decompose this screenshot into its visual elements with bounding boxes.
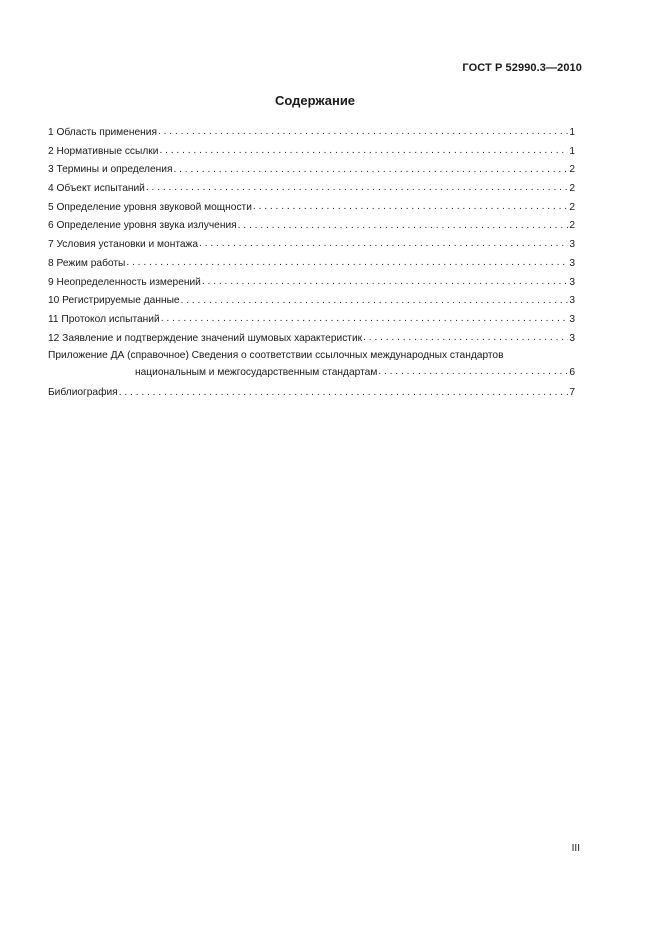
toc-entry-page: 2 [569,183,575,195]
toc-leader-dots [253,202,568,214]
toc-leader-dots [159,146,568,158]
toc-entry-page: 3 [569,239,575,251]
toc-entry[interactable] [48,161,575,180]
bibliography-label: Библиография [48,387,118,399]
toc-leader-dots [173,165,568,177]
toc-entry-page: 1 [569,145,575,157]
toc-entry[interactable] [48,180,575,199]
table-of-contents [48,124,575,403]
toc-entry-page: 3 [569,313,575,325]
toc-entry[interactable] [48,143,575,162]
toc-entry-label: 5 Определение уровня звуковой мощности [48,201,252,213]
toc-entry[interactable] [48,217,575,236]
toc-leader-dots [119,388,569,400]
toc-entry-label: 11 Протокол испытаний [48,313,160,325]
toc-entry-annex[interactable] [48,348,575,381]
toc-leader-dots [363,333,568,345]
toc-entry[interactable] [48,274,575,293]
toc-entry-label: 7 Условия установки и монтажа [48,239,199,251]
toc-leader-dots [202,277,568,289]
toc-entry-label: 4 Объект испытаний [48,183,145,195]
toc-entry-page: 3 [569,295,575,307]
toc-entry-page: 2 [569,220,575,232]
bibliography-page: 7 [569,387,575,399]
toc-leader-dots [238,221,569,233]
toc-entry[interactable] [48,330,575,349]
toc-entry[interactable] [48,255,575,274]
annex-label-line2: национальным и межгосударственным стандартам [135,367,378,379]
toc-leader-dots [181,296,569,308]
page-title: Содержание [274,93,356,108]
toc-leader-dots [158,127,568,139]
toc-leader-dots [378,367,568,379]
toc-entry-page: 2 [569,164,575,176]
annex-page: 6 [569,367,575,379]
toc-entry-page: 1 [569,127,575,138]
toc-entry[interactable] [48,311,575,330]
toc-entry[interactable] [48,199,575,218]
toc-entry[interactable] [48,124,575,143]
toc-entry-label: 8 Режим работы [48,257,126,269]
toc-entry-page: 3 [569,276,575,288]
annex-label-line1: Приложение ДА (справочное) Сведения о соответствии ссылочных международных стандартов [48,350,504,362]
toc-leader-dots [146,183,568,195]
toc-leader-dots [126,258,568,270]
toc-entry-bibliography[interactable] [48,384,575,403]
page-number: III [571,843,580,854]
toc-entry-page: 3 [569,257,575,269]
toc-entry-label: 10 Регистрируемые данные [48,295,180,307]
toc-leader-dots [199,239,568,251]
toc-entry-label: 6 Определение уровня звука излучения [48,220,237,232]
toc-entry[interactable] [48,236,575,255]
toc-entry-label: 9 Неопределенность измерений [48,276,201,288]
document-code: ГОСТ Р 52990.3—2010 [462,62,582,74]
toc-entry-page: 3 [569,332,575,344]
toc-entry-label: 2 Нормативные ссылки [48,145,159,157]
toc-entry-label: 12 Заявление и подтверждение значений шумовых характеристик [48,332,363,344]
toc-entry-label: 1 Область применения [48,127,157,138]
toc-entry[interactable] [48,292,575,311]
toc-entry-label: 3 Термины и определения [48,164,173,176]
toc-entry-page: 2 [569,201,575,213]
toc-leader-dots [161,314,569,326]
annex-label-line2-row [48,364,575,381]
